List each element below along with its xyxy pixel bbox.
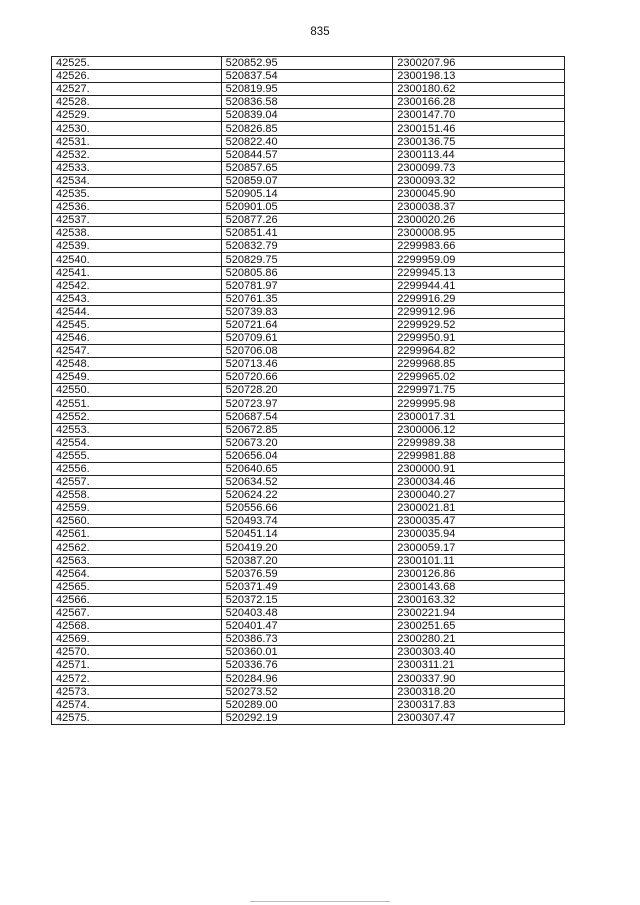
- y-coordinate-cell: 2300093.32: [393, 174, 565, 187]
- point-id-cell: 42540.: [52, 253, 222, 266]
- point-id-cell: 42546.: [52, 331, 222, 344]
- point-id-cell: 42533.: [52, 161, 222, 174]
- y-coordinate-cell: 2299981.88: [393, 449, 565, 462]
- point-id-cell: 42527.: [52, 83, 222, 96]
- point-id-cell: 42535.: [52, 187, 222, 200]
- x-coordinate-cell: 520901.05: [221, 201, 393, 214]
- point-id-cell: 42565.: [52, 580, 222, 593]
- x-coordinate-cell: 520720.66: [221, 371, 393, 384]
- point-id-cell: 42526.: [52, 70, 222, 83]
- point-id-cell: 42557.: [52, 476, 222, 489]
- x-coordinate-cell: 520832.79: [221, 240, 393, 253]
- x-coordinate-cell: 520687.54: [221, 410, 393, 423]
- y-coordinate-cell: 2299944.41: [393, 279, 565, 292]
- table-row: [52, 620, 565, 633]
- x-coordinate-cell: 520721.64: [221, 318, 393, 331]
- table-row: [52, 698, 565, 711]
- point-id-cell: 42570.: [52, 646, 222, 659]
- x-coordinate-cell: 520822.40: [221, 135, 393, 148]
- table-row: [52, 436, 565, 449]
- y-coordinate-cell: 2300020.26: [393, 214, 565, 227]
- x-coordinate-cell: 520837.54: [221, 70, 393, 83]
- y-coordinate-cell: 2300198.13: [393, 70, 565, 83]
- x-coordinate-cell: 520372.15: [221, 593, 393, 606]
- table-row: [52, 57, 565, 70]
- table-row: [52, 358, 565, 371]
- table-row: [52, 201, 565, 214]
- y-coordinate-cell: 2300000.91: [393, 462, 565, 475]
- table-row: [52, 279, 565, 292]
- table-row: [52, 318, 565, 331]
- point-id-cell: 42552.: [52, 410, 222, 423]
- point-id-cell: 42555.: [52, 449, 222, 462]
- x-coordinate-cell: 520805.86: [221, 266, 393, 279]
- x-coordinate-cell: 520706.08: [221, 345, 393, 358]
- y-coordinate-cell: 2300059.17: [393, 541, 565, 554]
- point-id-cell: 42542.: [52, 279, 222, 292]
- y-coordinate-cell: 2300280.21: [393, 633, 565, 646]
- x-coordinate-cell: 520761.35: [221, 292, 393, 305]
- table-row: [52, 214, 565, 227]
- coordinates-table-body: [52, 57, 565, 725]
- point-id-cell: 42574.: [52, 698, 222, 711]
- y-coordinate-cell: 2300221.94: [393, 606, 565, 619]
- point-id-cell: 42532.: [52, 148, 222, 161]
- x-coordinate-cell: 520713.46: [221, 358, 393, 371]
- y-coordinate-cell: 2299965.02: [393, 371, 565, 384]
- point-id-cell: 42566.: [52, 593, 222, 606]
- y-coordinate-cell: 2300008.95: [393, 227, 565, 240]
- x-coordinate-cell: 520829.75: [221, 253, 393, 266]
- point-id-cell: 42571.: [52, 659, 222, 672]
- x-coordinate-cell: 520852.95: [221, 57, 393, 70]
- y-coordinate-cell: 2300045.90: [393, 187, 565, 200]
- y-coordinate-cell: 2300163.32: [393, 593, 565, 606]
- point-id-cell: 42538.: [52, 227, 222, 240]
- y-coordinate-cell: 2300307.47: [393, 711, 565, 724]
- y-coordinate-cell: 2300040.27: [393, 489, 565, 502]
- x-coordinate-cell: 520836.58: [221, 96, 393, 109]
- x-coordinate-cell: 520839.04: [221, 109, 393, 122]
- point-id-cell: 42525.: [52, 57, 222, 70]
- x-coordinate-cell: 520387.20: [221, 554, 393, 567]
- table-row: [52, 580, 565, 593]
- table-row: [52, 462, 565, 475]
- y-coordinate-cell: 2300035.47: [393, 515, 565, 528]
- y-coordinate-cell: 2299971.75: [393, 384, 565, 397]
- y-coordinate-cell: 2300006.12: [393, 423, 565, 436]
- x-coordinate-cell: 520451.14: [221, 528, 393, 541]
- point-id-cell: 42530.: [52, 122, 222, 135]
- x-coordinate-cell: 520292.19: [221, 711, 393, 724]
- y-coordinate-cell: 2300017.31: [393, 410, 565, 423]
- point-id-cell: 42572.: [52, 672, 222, 685]
- y-coordinate-cell: 2300151.46: [393, 122, 565, 135]
- y-coordinate-cell: 2299912.96: [393, 305, 565, 318]
- y-coordinate-cell: 2300034.46: [393, 476, 565, 489]
- table-row: [52, 449, 565, 462]
- table-row: [52, 331, 565, 344]
- table-row: [52, 567, 565, 580]
- x-coordinate-cell: 520376.59: [221, 567, 393, 580]
- table-row: [52, 161, 565, 174]
- table-row: [52, 606, 565, 619]
- table-row: [52, 515, 565, 528]
- x-coordinate-cell: 520819.95: [221, 83, 393, 96]
- table-row: [52, 371, 565, 384]
- y-coordinate-cell: 2300166.28: [393, 96, 565, 109]
- point-id-cell: 42569.: [52, 633, 222, 646]
- x-coordinate-cell: 520739.83: [221, 305, 393, 318]
- table-row: [52, 148, 565, 161]
- table-row: [52, 554, 565, 567]
- x-coordinate-cell: 520656.04: [221, 449, 393, 462]
- x-coordinate-cell: 520556.66: [221, 502, 393, 515]
- x-coordinate-cell: 520709.61: [221, 331, 393, 344]
- point-id-cell: 42568.: [52, 620, 222, 633]
- y-coordinate-cell: 2299929.52: [393, 318, 565, 331]
- point-id-cell: 42564.: [52, 567, 222, 580]
- point-id-cell: 42575.: [52, 711, 222, 724]
- table-row: [52, 83, 565, 96]
- x-coordinate-cell: 520851.41: [221, 227, 393, 240]
- table-row: [52, 397, 565, 410]
- table-row: [52, 292, 565, 305]
- table-row: [52, 541, 565, 554]
- point-id-cell: 42562.: [52, 541, 222, 554]
- table-row: [52, 345, 565, 358]
- point-id-cell: 42550.: [52, 384, 222, 397]
- x-coordinate-cell: 520723.97: [221, 397, 393, 410]
- table-row: [52, 135, 565, 148]
- point-id-cell: 42528.: [52, 96, 222, 109]
- table-row: [52, 240, 565, 253]
- y-coordinate-cell: 2299995.98: [393, 397, 565, 410]
- y-coordinate-cell: 2299964.82: [393, 345, 565, 358]
- y-coordinate-cell: 2299959.09: [393, 253, 565, 266]
- table-row: [52, 187, 565, 200]
- x-coordinate-cell: 520634.52: [221, 476, 393, 489]
- y-coordinate-cell: 2299989.38: [393, 436, 565, 449]
- table-row: [52, 489, 565, 502]
- table-row: [52, 410, 565, 423]
- table-row: [52, 593, 565, 606]
- y-coordinate-cell: 2299945.13: [393, 266, 565, 279]
- x-coordinate-cell: 520371.49: [221, 580, 393, 593]
- table-row: [52, 659, 565, 672]
- table-row: [52, 711, 565, 724]
- y-coordinate-cell: 2300311.21: [393, 659, 565, 672]
- y-coordinate-cell: 2299983.66: [393, 240, 565, 253]
- table-row: [52, 174, 565, 187]
- point-id-cell: 42551.: [52, 397, 222, 410]
- y-coordinate-cell: 2300101.11: [393, 554, 565, 567]
- y-coordinate-cell: 2300038.37: [393, 201, 565, 214]
- x-coordinate-cell: 520403.48: [221, 606, 393, 619]
- y-coordinate-cell: 2300251.65: [393, 620, 565, 633]
- x-coordinate-cell: 520386.73: [221, 633, 393, 646]
- point-id-cell: 42556.: [52, 462, 222, 475]
- x-coordinate-cell: 520401.47: [221, 620, 393, 633]
- y-coordinate-cell: 2300207.96: [393, 57, 565, 70]
- table-row: [52, 266, 565, 279]
- point-id-cell: 42536.: [52, 201, 222, 214]
- y-coordinate-cell: 2300136.75: [393, 135, 565, 148]
- x-coordinate-cell: 520273.52: [221, 685, 393, 698]
- table-row: [52, 384, 565, 397]
- point-id-cell: 42558.: [52, 489, 222, 502]
- point-id-cell: 42539.: [52, 240, 222, 253]
- y-coordinate-cell: 2300126.86: [393, 567, 565, 580]
- table-row: [52, 305, 565, 318]
- table-row: [52, 96, 565, 109]
- point-id-cell: 42541.: [52, 266, 222, 279]
- point-id-cell: 42537.: [52, 214, 222, 227]
- x-coordinate-cell: 520360.01: [221, 646, 393, 659]
- point-id-cell: 42549.: [52, 371, 222, 384]
- x-coordinate-cell: 520905.14: [221, 187, 393, 200]
- table-row: [52, 633, 565, 646]
- y-coordinate-cell: 2300035.94: [393, 528, 565, 541]
- point-id-cell: 42529.: [52, 109, 222, 122]
- y-coordinate-cell: 2299968.85: [393, 358, 565, 371]
- table-row: [52, 109, 565, 122]
- y-coordinate-cell: 2299916.29: [393, 292, 565, 305]
- point-id-cell: 42573.: [52, 685, 222, 698]
- point-id-cell: 42561.: [52, 528, 222, 541]
- y-coordinate-cell: 2300303.40: [393, 646, 565, 659]
- table-row: [52, 476, 565, 489]
- x-coordinate-cell: 520859.07: [221, 174, 393, 187]
- x-coordinate-cell: 520289.00: [221, 698, 393, 711]
- y-coordinate-cell: 2300317.83: [393, 698, 565, 711]
- point-id-cell: 42548.: [52, 358, 222, 371]
- page-number: 835: [310, 26, 330, 38]
- table-row: [52, 227, 565, 240]
- table-row: [52, 685, 565, 698]
- point-id-cell: 42534.: [52, 174, 222, 187]
- x-coordinate-cell: 520857.65: [221, 161, 393, 174]
- x-coordinate-cell: 520728.20: [221, 384, 393, 397]
- x-coordinate-cell: 520781.97: [221, 279, 393, 292]
- x-coordinate-cell: 520877.26: [221, 214, 393, 227]
- point-id-cell: 42531.: [52, 135, 222, 148]
- point-id-cell: 42563.: [52, 554, 222, 567]
- table-row: [52, 423, 565, 436]
- x-coordinate-cell: 520493.74: [221, 515, 393, 528]
- table-row: [52, 672, 565, 685]
- table-row: [52, 646, 565, 659]
- point-id-cell: 42547.: [52, 345, 222, 358]
- y-coordinate-cell: 2300147.70: [393, 109, 565, 122]
- table-row: [52, 253, 565, 266]
- table-row: [52, 122, 565, 135]
- x-coordinate-cell: 520284.96: [221, 672, 393, 685]
- x-coordinate-cell: 520419.20: [221, 541, 393, 554]
- y-coordinate-cell: 2300099.73: [393, 161, 565, 174]
- point-id-cell: 42545.: [52, 318, 222, 331]
- x-coordinate-cell: 520624.22: [221, 489, 393, 502]
- x-coordinate-cell: 520672.85: [221, 423, 393, 436]
- y-coordinate-cell: 2300021.81: [393, 502, 565, 515]
- table-row: [52, 528, 565, 541]
- y-coordinate-cell: 2300318.20: [393, 685, 565, 698]
- y-coordinate-cell: 2300337.90: [393, 672, 565, 685]
- point-id-cell: 42567.: [52, 606, 222, 619]
- y-coordinate-cell: 2300113.44: [393, 148, 565, 161]
- x-coordinate-cell: 520640.65: [221, 462, 393, 475]
- coordinates-table: [51, 56, 565, 725]
- bottom-divider: [250, 901, 390, 902]
- table-row: [52, 70, 565, 83]
- y-coordinate-cell: 2300143.68: [393, 580, 565, 593]
- point-id-cell: 42543.: [52, 292, 222, 305]
- point-id-cell: 42554.: [52, 436, 222, 449]
- point-id-cell: 42560.: [52, 515, 222, 528]
- y-coordinate-cell: 2300180.62: [393, 83, 565, 96]
- point-id-cell: 42544.: [52, 305, 222, 318]
- table-row: [52, 502, 565, 515]
- x-coordinate-cell: 520336.76: [221, 659, 393, 672]
- point-id-cell: 42559.: [52, 502, 222, 515]
- x-coordinate-cell: 520673.20: [221, 436, 393, 449]
- y-coordinate-cell: 2299950.91: [393, 331, 565, 344]
- x-coordinate-cell: 520844.57: [221, 148, 393, 161]
- point-id-cell: 42553.: [52, 423, 222, 436]
- x-coordinate-cell: 520826.85: [221, 122, 393, 135]
